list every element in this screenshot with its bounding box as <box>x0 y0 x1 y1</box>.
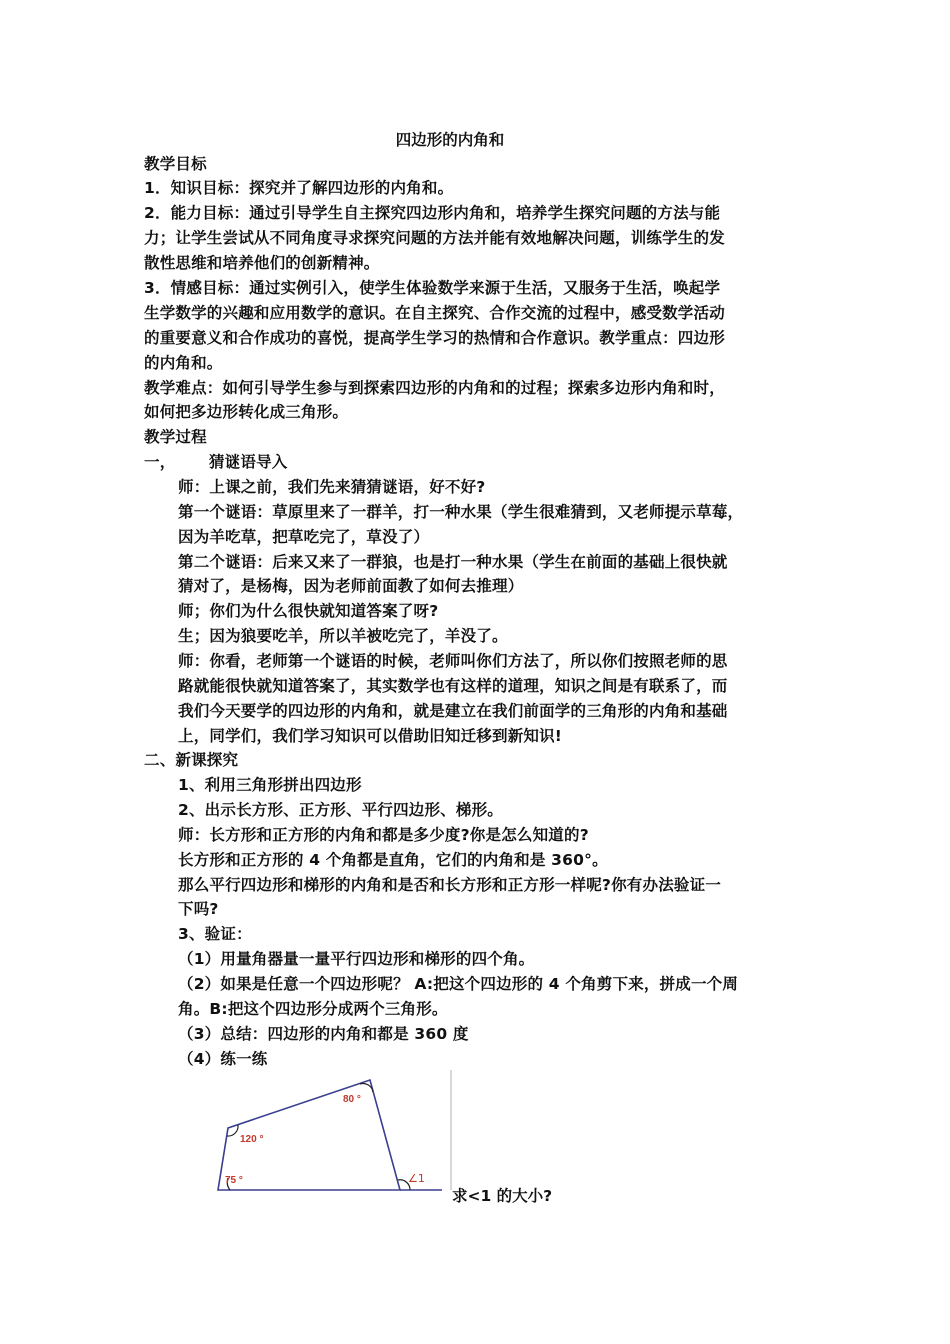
page-title: 四边形的内角和 <box>395 131 505 149</box>
text-line: 角。B:把这个四边形分成两个三角形。 <box>178 1000 448 1018</box>
text-line: 力；让学生尝试从不同角度寻求探究问题的方法并能有效地解决问题，训练学生的发 <box>144 229 725 247</box>
text-line: 猜对了，是杨梅，因为老师前面教了如何去推理） <box>178 577 524 595</box>
text-line: 下吗? <box>178 900 219 918</box>
text-line: 的重要意义和合作成功的喜悦，提高学生学习的热情和合作意识。教学重点：四边形 <box>144 329 725 347</box>
text-line: 3．情感目标：通过实例引入，使学生体验数学来源于生活，又服务于生活，唤起学 <box>144 279 721 297</box>
text-line: （3）总结：四边形的内角和都是 360 度 <box>178 1025 469 1043</box>
text-line: 教学难点：如何引导学生参与到探索四边形的内角和的过程；探索多边形内角和时， <box>144 379 725 397</box>
text-line: 散性思维和培养他们的创新精神。 <box>144 254 380 272</box>
text-line: 1．知识目标：探究并了解四边形的内角和。 <box>144 179 454 197</box>
text-line: 我们今天要学的四边形的内角和，就是建立在我们前面学的三角形的内角和基础 <box>178 702 728 720</box>
angle-label-top: 80 ° <box>343 1094 361 1105</box>
angle-label-left: 120 ° <box>240 1134 264 1145</box>
text-line: 那么平行四边形和梯形的内角和是否和长方形和正方形一样呢?你有办法验证一 <box>178 876 721 894</box>
text-line: 3、验证： <box>178 925 252 943</box>
text-line: （1）用量角器量一量平行四边形和梯形的四个角。 <box>178 950 535 968</box>
section-heading: 二、新课探究 <box>144 751 239 769</box>
text-line: 生学数学的兴趣和应用数学的意识。在自主探究、合作交流的过程中，感受数学活动 <box>144 304 725 322</box>
section-heading: 一， 猜谜语导入 <box>144 453 288 471</box>
text-line: 因为羊吃草，把草吃完了，草没了） <box>178 528 430 546</box>
text-line: 上，同学们，我们学习知识可以借助旧知迁移到新知识! <box>178 727 563 745</box>
text-line: （2）如果是任意一个四边形呢？ A:把这个四边形的 4 个角剪下来，拼成一个周 <box>178 975 739 993</box>
text-line: 路就能很快就知道答案了，其实数学也有这样的道理，知识之间是有联系了，而 <box>178 677 728 695</box>
quadrilateral-figure <box>210 1068 460 1203</box>
text-line: 长方形和正方形的 4 个角都是直角，它们的内角和是 360°。 <box>178 851 608 869</box>
section-heading: 教学过程 <box>144 428 207 446</box>
text-line: 2．能力目标：通过引导学生自主探究四边形内角和，培养学生探究问题的方法与能 <box>144 204 721 222</box>
text-line: 师：你看，老师第一个谜语的时候，老师叫你们方法了，所以你们按照老师的思 <box>178 652 728 670</box>
angle-label-exterior: ∠1 <box>408 1172 425 1185</box>
text-line: 生；因为狼要吃羊，所以羊被吃完了，羊没了。 <box>178 627 508 645</box>
text-line: 师：上课之前，我们先来猜猜谜语，好不好? <box>178 478 486 496</box>
text-line: 第一个谜语：草原里来了一群羊，打一种水果（学生很难猜到，又老师提示草莓， <box>178 503 744 521</box>
text-line: 教学目标 <box>144 155 207 173</box>
text-line: 师：长方形和正方形的内角和都是多少度?你是怎么知道的? <box>178 826 589 844</box>
text-line: 如何把多边形转化成三角形。 <box>144 403 349 421</box>
text-line: 师；你们为什么很快就知道答案了呀? <box>178 602 439 620</box>
text-line: 第二个谜语：后来又来了一群狼，也是打一种水果（学生在前面的基础上很快就 <box>178 553 728 571</box>
text-line: （4）练一练 <box>178 1050 268 1068</box>
text-line: 2、出示长方形、正方形、平行四边形、梯形。 <box>178 801 503 819</box>
exercise-question: 求<1 的大小? <box>452 1187 553 1205</box>
text-line: 的内角和。 <box>144 354 223 372</box>
text-line: 1、利用三角形拼出四边形 <box>178 776 362 794</box>
angle-label-bottom-left: 75 ° <box>225 1175 243 1186</box>
